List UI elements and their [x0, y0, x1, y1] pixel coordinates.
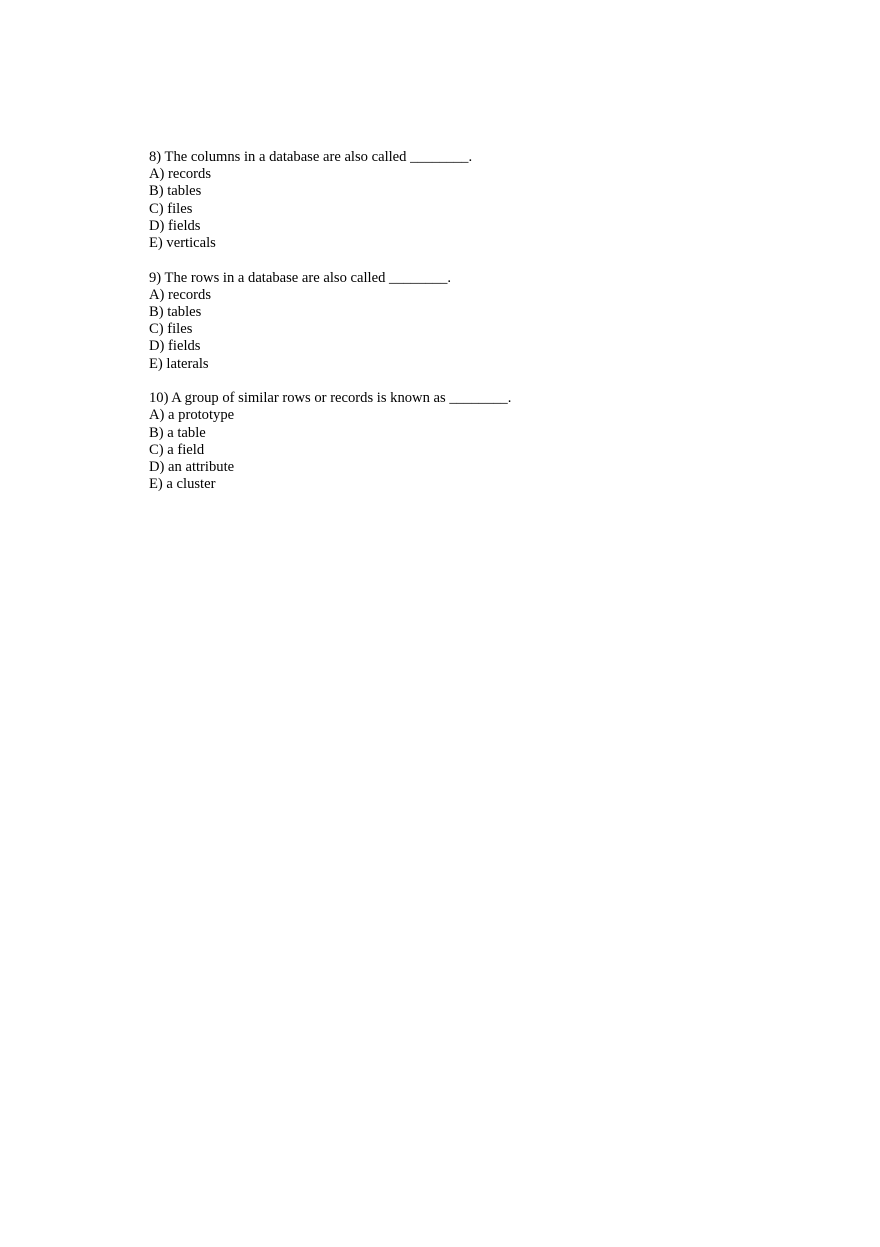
answer-option-e: E) a cluster — [149, 476, 216, 493]
answer-option-d: D) fields — [149, 338, 201, 355]
answer-option-a: A) a prototype — [149, 407, 235, 424]
answer-option-b: B) tables — [149, 304, 202, 320]
answer-option-e: E) laterals — [149, 355, 209, 372]
question-stem: 10) A group of similar rows or records is known as ________. — [149, 390, 512, 407]
answer-option-b: B) a table — [149, 424, 206, 441]
answer-option-d: D) an attribute — [149, 459, 235, 475]
answer-option-d: D) fields — [149, 217, 201, 234]
question-9 — [149, 270, 749, 373]
answer-option-e: E) verticals — [149, 234, 216, 251]
answer-option-b: B) tables — [149, 183, 202, 200]
answer-option-c: C) a field — [149, 441, 205, 458]
answer-option-c: C) files — [149, 321, 193, 338]
question-8 — [149, 149, 749, 252]
answer-option-c: C) files — [149, 200, 193, 217]
answer-option-a: A) records — [149, 166, 211, 183]
question-list — [149, 149, 749, 511]
question-stem: 9) The rows in a database are also called ________. — [149, 269, 452, 286]
answer-option-a: A) records — [149, 286, 211, 303]
question-stem: 8) The columns in a database are also called ________. — [149, 149, 473, 165]
question-10 — [149, 390, 749, 493]
